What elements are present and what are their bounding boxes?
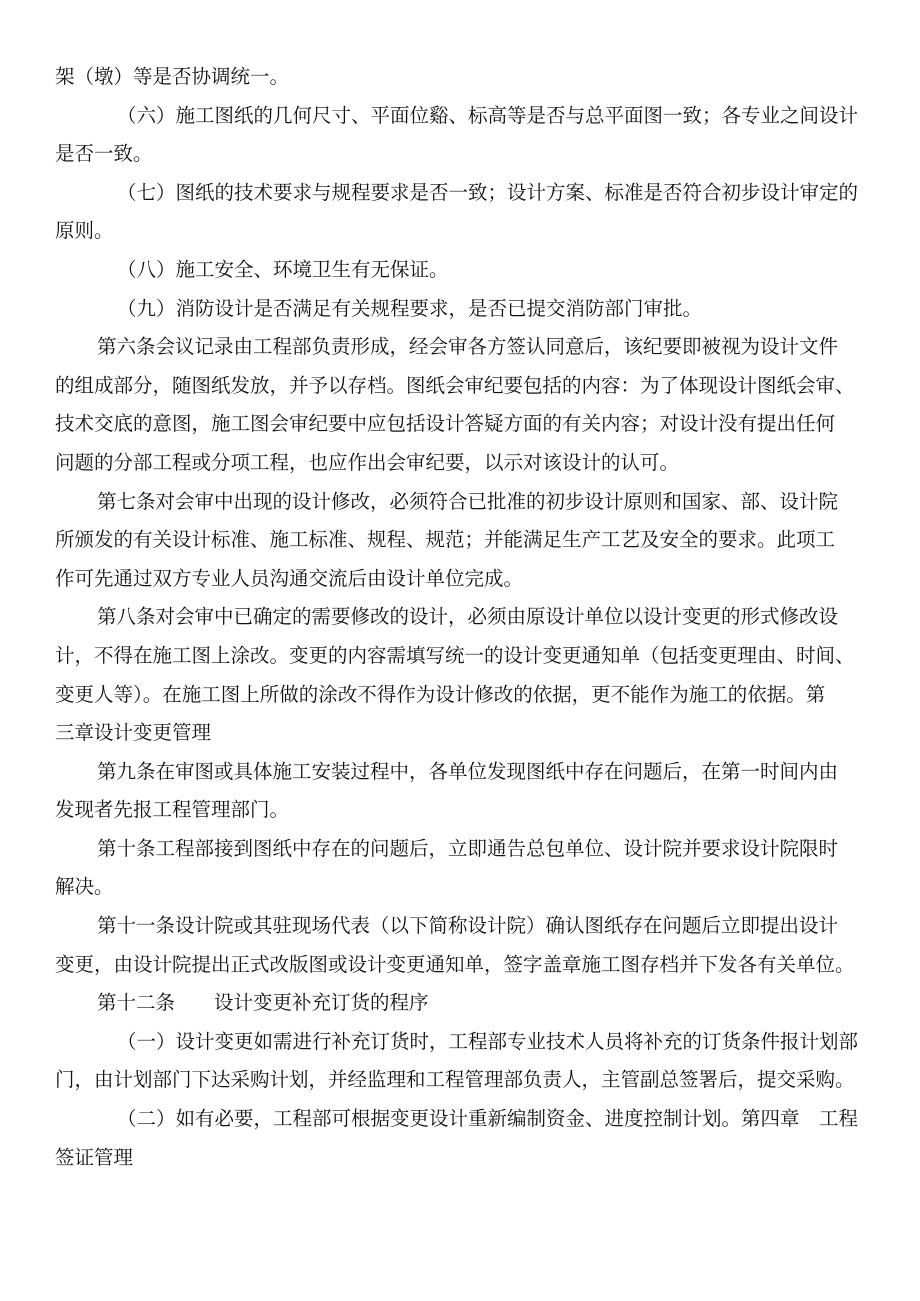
text-line: 架（墩）等是否协调统一。 <box>55 65 290 88</box>
text-line: （九）消防设计是否满足有关规程要求，是否已提交消防部门审批。 <box>117 296 703 320</box>
text-line: 发现者先报工程管理部门。 <box>55 798 290 822</box>
text-line: 第七条对会审中出现的设计修改，必须符合已批准的初步设计原则和国家、部、设计院 <box>97 489 839 513</box>
text-line: 第八条对会审中已确定的需要修改的设计，必须由原设计单位以设计变更的形式修改设 <box>97 605 839 629</box>
text-line: （一）设计变更如需进行补充订货时，工程部专业技术人员将补充的订货条件报计划部 <box>117 1029 859 1053</box>
text-line: 计，不得在施工图上涂改。变更的内容需填写统一的设计变更通知单（包括变更理由、时间、 <box>55 643 855 667</box>
text-line: （二）如有必要，工程部可根据变更设计重新编制资金、进度控制计划。第四章 工程 <box>117 1107 859 1131</box>
text-line: 作可先通过双方专业人员沟通交流后由设计单位完成。 <box>55 566 524 590</box>
text-line: 解决。 <box>55 875 114 899</box>
text-line: 第六条会议记录由工程部负责形成，经会审各方签认同意后，该纪要即被视为设计文件 <box>97 335 839 359</box>
text-line: 三章设计变更管理 <box>55 721 212 745</box>
text-line: 门，由计划部门下达采购计划，并经监理和工程管理部负责人，主管副总签署后，提交采购。 <box>55 1068 855 1092</box>
text-line: 变更人等）。在施工图上所做的涂改不得作为设计修改的依据，更不能作为施工的依据。第 <box>55 682 826 706</box>
text-line: （六）施工图纸的几何尺寸、平面位谿、标高等是否与总平面图一致；各专业之间设计 <box>117 103 859 127</box>
text-line: 变更，由设计院提出正式改版图或设计变更通知单，签字盖章施工图存档并下发各有关单位。 <box>55 952 855 976</box>
text-line: 第十一条设计院或其驻现场代表（以下简称设计院）确认图纸存在问题后立即提出设计 <box>97 914 839 938</box>
text-line: 第九条在审图或具体施工安装过程中，各单位发现图纸中存在问题后，在第一时间内由 <box>97 759 839 783</box>
text-line: （八）施工安全、环境卫生有无保证。 <box>117 257 449 281</box>
text-line: 问题的分部工程或分项工程，也应作出会审纪要，以示对该设计的认可。 <box>55 450 680 474</box>
text-line: 是否一致。 <box>55 142 153 166</box>
text-line: 所颁发的有关设计标准、施工标准、规程、规范；并能满足生产工艺及安全的要求。此项工 <box>55 528 836 552</box>
text-line: 第十二条 设计变更补充订货的程序 <box>97 991 429 1015</box>
text-line: 签证管理 <box>55 1145 134 1169</box>
text-line: （七）图纸的技术要求与规程要求是否一致；设计方案、标准是否符合初步设计审定的 <box>117 180 859 204</box>
text-line: 原则。 <box>55 219 114 243</box>
text-line: 第十条工程部接到图纸中存在的问题后，立即通告总包单位、设计院并要求设计院限时 <box>97 836 839 860</box>
text-line: 的组成部分，随图纸发放，并予以存档。图纸会审纪要包括的内容：为了体现设计图纸会审、 <box>55 373 855 397</box>
text-line: 技术交底的意图，施工图会审纪要中应包括设计答疑方面的有关内容；对设计没有提出任何 <box>55 412 836 436</box>
document-body <box>55 58 873 1177</box>
